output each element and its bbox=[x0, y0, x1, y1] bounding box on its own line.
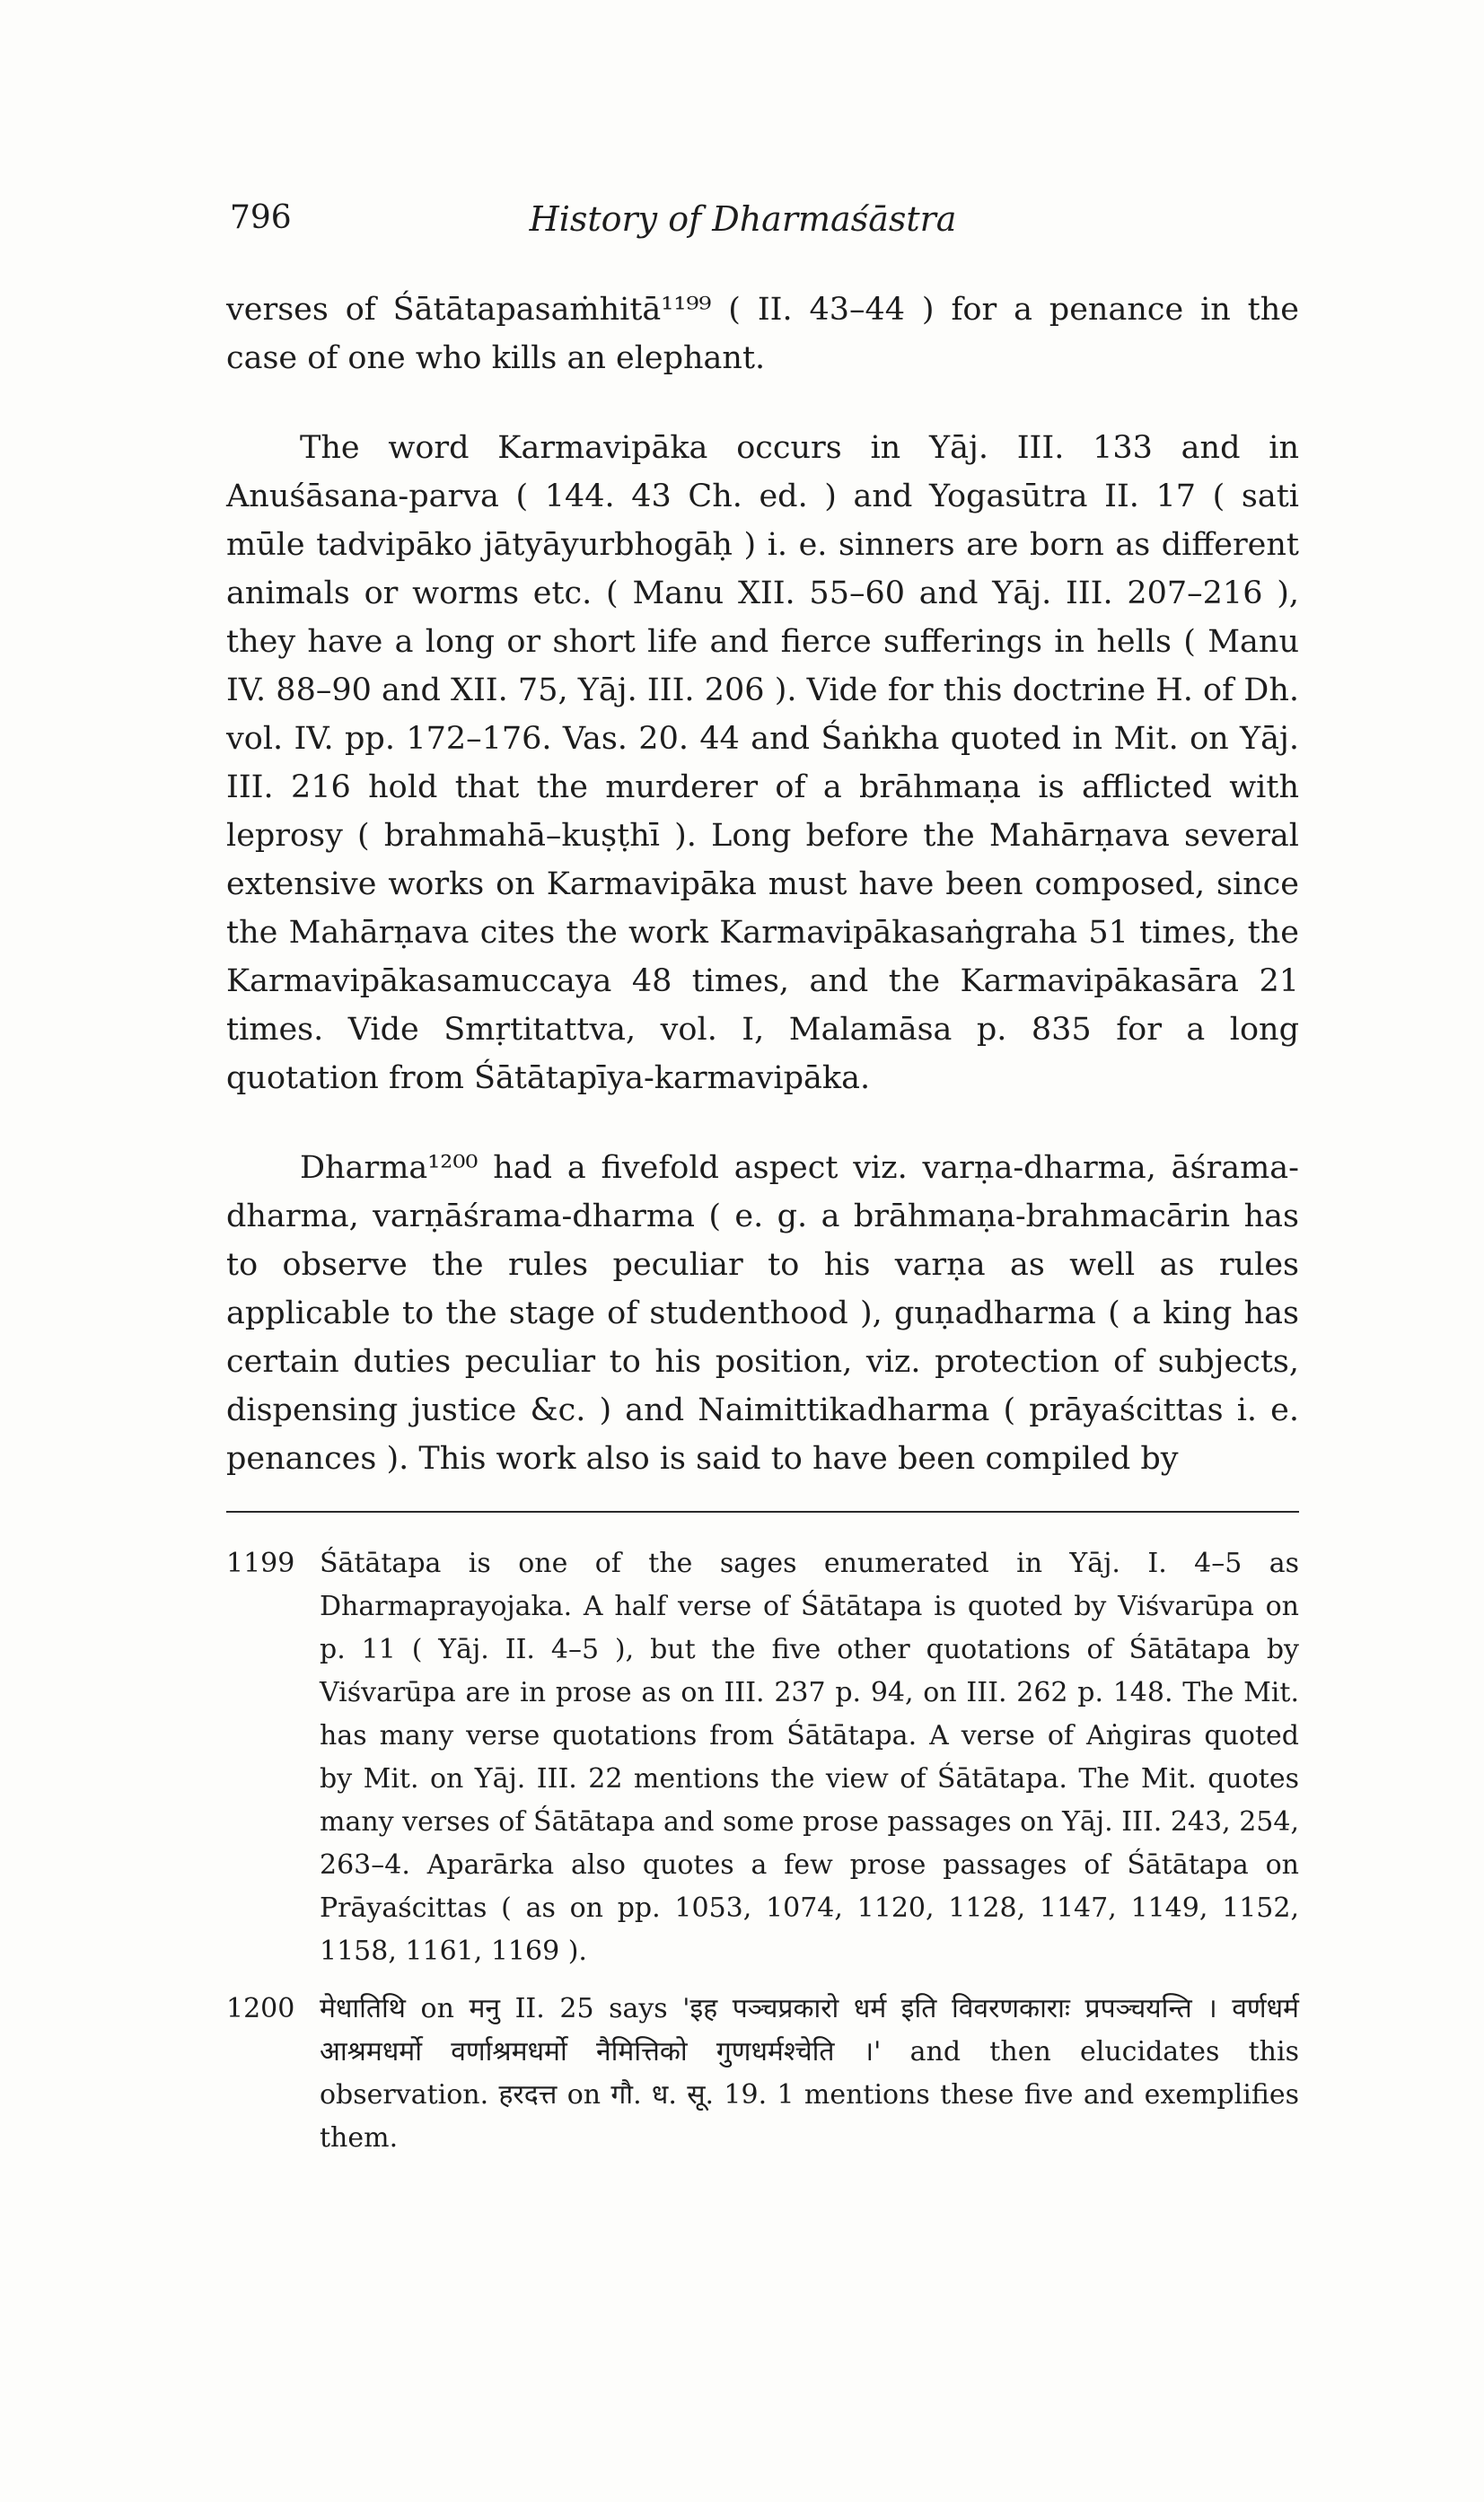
paragraph: The word Karmavipāka occurs in Yāj. III. 133 and in Anuśāsana-parva ( 144. 43 Ch. ed. ) and Yogasūtra II. 17 ( sati mūle tadvipāko jātyāyurbhogāḥ ) i. e. sinners are born as different animals or worms etc. ( Manu XII. 55–60 and Yāj. III. 207–216 ), they have a long or short life and fierce sufferings in hells ( Manu IV. 88–90 and XII. 75, Yāj. III. 206 ). Vide for this doctrine H. of Dh. vol. IV. pp. 172–176. Vas. 20. 44 and Śaṅkha quoted in Mit. on Yāj. III. 216 hold that the murderer of a brāhmaṇa is afflicted with leprosy ( brahmahā–kuṣṭhī ). Long before the Mahārṇava several extensive works on Karmavipāka must have been composed, since the Mahārṇava cites the work Karmavipākasaṅgraha 51 times, the Karmavipākasamuccaya 48 times, and the Karmavipākasāra 21 times. Vide Smṛtitattva, vol. I, Malamāsa p. 835 for a long quotation from Śātātapīya-karmavipāka. bbox=[226, 430, 1299, 1096]
footnote bbox=[226, 1988, 1299, 2160]
footnotes bbox=[226, 1542, 1299, 2174]
running-title: History of Dharmaśāstra bbox=[529, 199, 957, 239]
main-text bbox=[226, 285, 1299, 1483]
footnote-text: मेधातिथि on मनु II. 25 says 'इह पञ्चप्रकारो धर्म इति विवरणकाराः प्रपञ्चयन्ति । वर्णधर्म आश्रमधर्मो वर्णाश्रमधर्मो नैमित्तिको गुणधर्मश्चेति ।' and then elucidates this observation. हरदत्त on गौ. ध. सू. 19. 1 mentions these five and exemplifies them. bbox=[320, 1993, 1300, 2154]
paragraph: verses of Śātātapasaṁhitā¹¹⁹⁹ ( II. 43–44 ) for a penance in the case of one who kills an elephant. bbox=[226, 292, 1299, 376]
page-header bbox=[226, 199, 1260, 253]
page-number: 796 bbox=[230, 199, 292, 236]
footnote-number: 1199 bbox=[226, 1548, 295, 1579]
footnote-text: Śātātapa is one of the sages enumerated in Yāj. I. 4–5 as Dharmaprayojaka. A half verse of Śātātapa is quoted by Viśvarūpa on p. 11 ( Yāj. II. 4–5 ), but the five other quotations of Śātātapa by Viśvarūpa are in prose as on III. 237 p. 94, on III. 262 p. 148. The Mit. has many verse quotations from Śātātapa. A verse of Aṅgiras quoted by Mit. on Yāj. III. 22 mentions the view of Śātātapa. The Mit. quotes many verses of Śātātapa and some prose passages on Yāj. III. 243, 254, 263–4. Aparārka also quotes a few prose passages of Śātātapa on Prāyaścittas ( as on pp. 1053, 1074, 1120, 1128, 1147, 1149, 1152, 1158, 1161, 1169 ). bbox=[320, 1548, 1299, 1967]
footnote-divider bbox=[226, 1511, 1299, 1513]
footnote bbox=[226, 1542, 1299, 1973]
paragraph: Dharma¹²⁰⁰ had a fivefold aspect viz. varṇa-dharma, āśrama-dharma, varṇāśrama-dharma ( e. g. a brāhmaṇa-brahmacārin has to observe the rules peculiar to his varṇa as well as rules applicable to the stage of studenthood ), guṇadharma ( a king has certain duties peculiar to his position, viz. protection of subjects, dispensing justice &c. ) and Naimittikadharma ( prāyaścittas i. e. penances ). This work also is said to have been compiled by bbox=[226, 1150, 1299, 1477]
footnote-number: 1200 bbox=[226, 1993, 295, 2024]
